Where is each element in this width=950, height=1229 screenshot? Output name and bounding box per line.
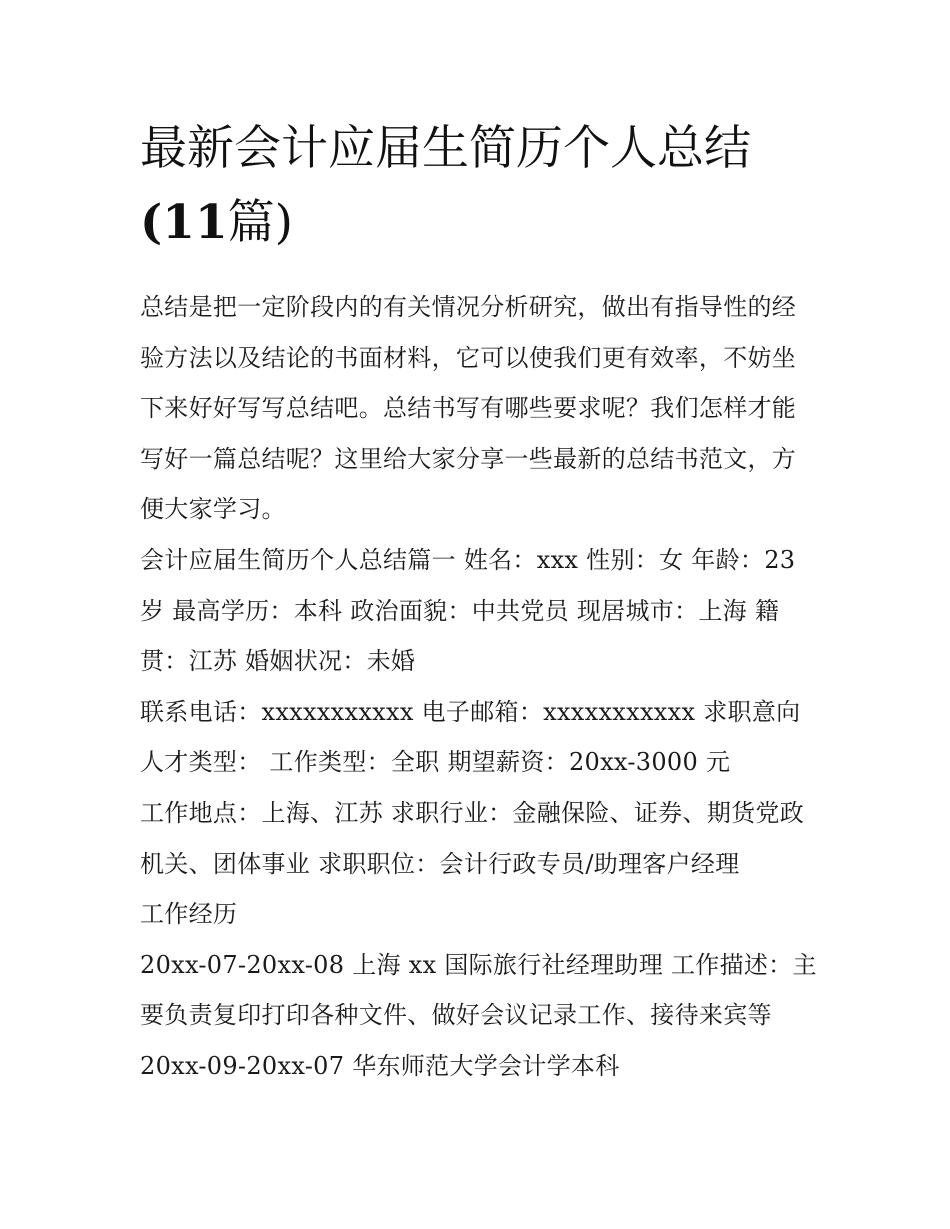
title-count-prefix: (11	[140, 195, 228, 250]
title-line-1: 最新会计应届生简历个人总结	[140, 121, 751, 176]
job-location-paragraph: 工作地点：上海、江苏 求职行业：金融保险、证券、期货党政机关、团体事业 求职职位：会计行政专员/助理客户经理	[140, 798, 805, 878]
work-experience-entry: 20xx-07-20xx-08 上海 xx 国际旅行社经理助理 工作描述：主要负责复印打印各种文件、做好会议记录工作、接待来宾等	[140, 950, 817, 1030]
intro-paragraph: 总结是把一定阶段内的有关情况分析研究，做出有指导性的经验方法以及结论的书面材料，它可以使我们更有效率，不妨坐下来好好写写总结吧。总结书写有哪些要求呢？我们怎样才能写好一篇总结呢？这里给大家分享一些最新的总结书范文，方便大家学习。	[140, 293, 797, 524]
education-entry: 20xx-09-20xx-07 华东师范大学会计学本科	[140, 1051, 620, 1080]
document-title	[140, 112, 820, 260]
personal-info-paragraph: 会计应届生简历个人总结篇一 姓名：xxx 性别：女 年龄：23 岁 最高学历：本科 政治面貌：中共党员 现居城市：上海 籍贯：江苏 婚姻状况：未婚	[140, 545, 796, 676]
work-experience-heading: 工作经历	[140, 900, 238, 929]
document-body	[140, 282, 820, 1092]
title-count-suffix: 篇)	[227, 195, 293, 250]
document-page	[140, 112, 820, 1092]
contact-paragraph: 联系电话：xxxxxxxxxxx 电子邮箱：xxxxxxxxxxx 求职意向 人才类型： 工作类型：全职 期望薪资：20xx-3000 元	[140, 697, 801, 777]
